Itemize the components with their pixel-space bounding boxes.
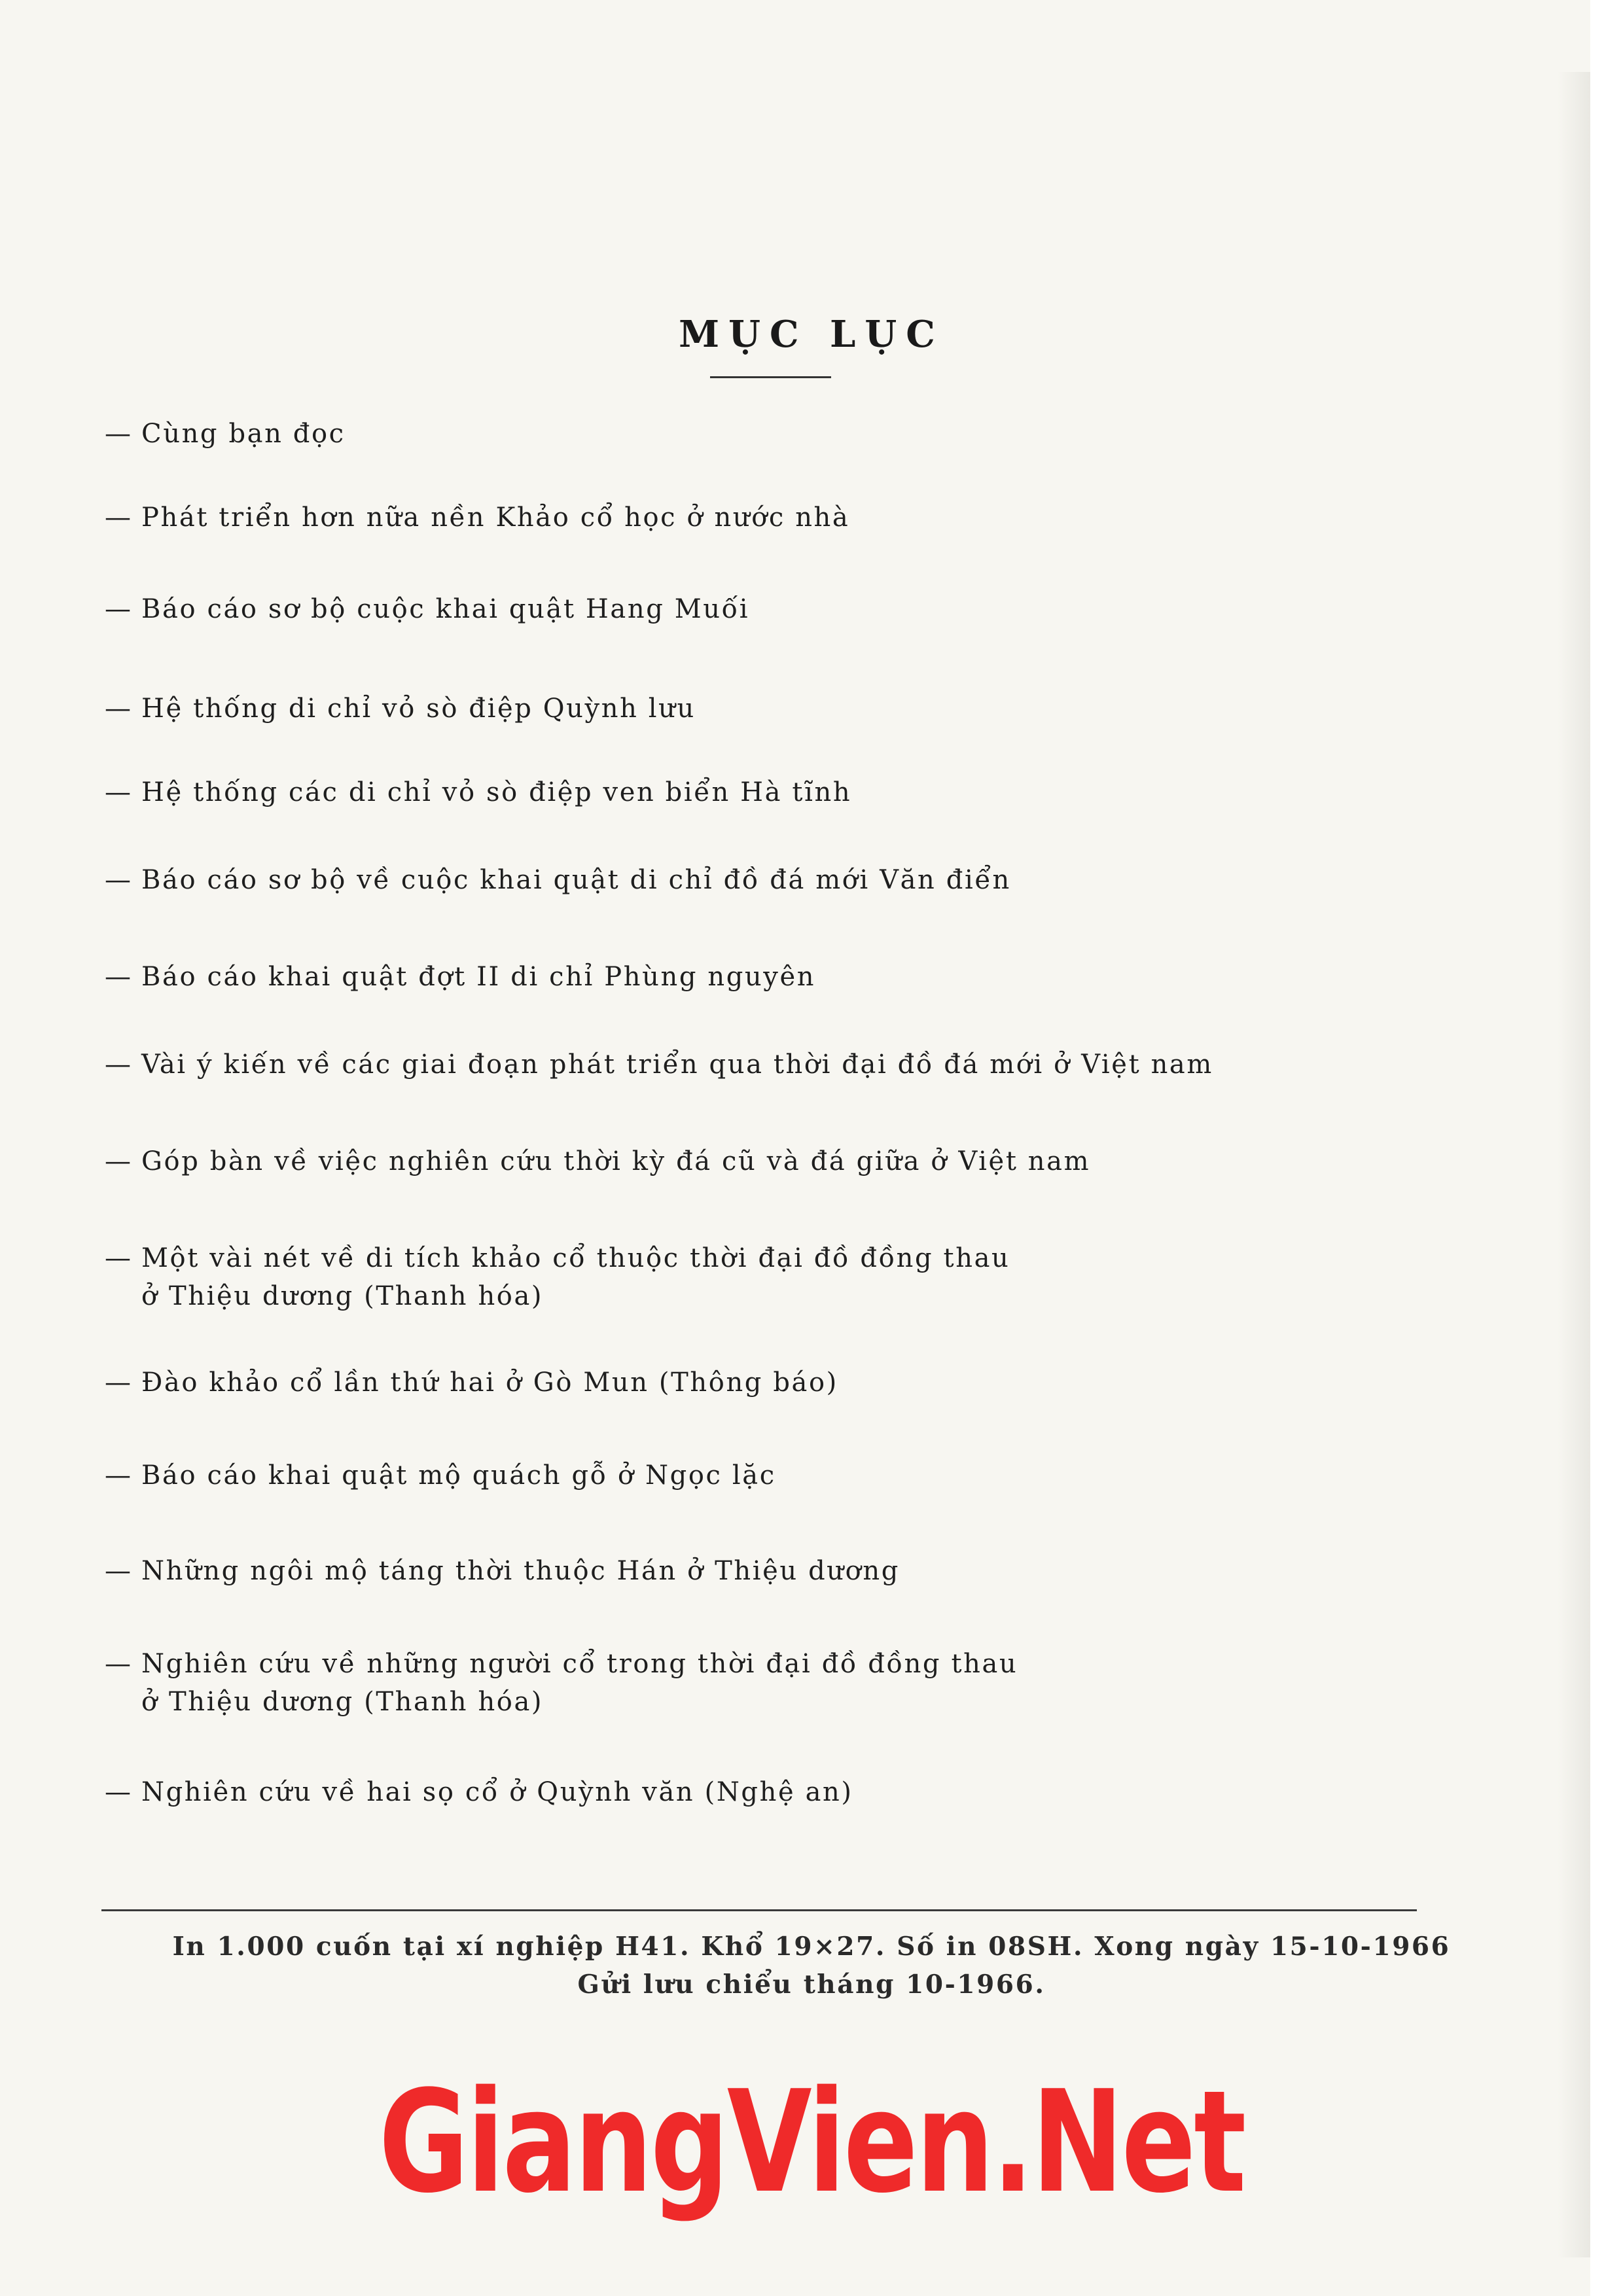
toc-dash: — [105, 1649, 133, 1679]
toc-dash: — [105, 503, 133, 533]
toc-entry-title [105, 962, 815, 992]
toc-entry-title [105, 503, 849, 533]
toc-entry-title [105, 694, 696, 724]
toc-dash: — [105, 777, 133, 807]
toc-entry-title [105, 1050, 1213, 1080]
toc-entry-title [105, 594, 749, 624]
toc-title-text: Một vài nét về di tích khảo cổ thuộc thời đại đồ đồng thau [141, 1243, 1010, 1273]
toc-dash: — [105, 1146, 133, 1176]
page-title: MỤC LỤC [679, 313, 944, 356]
toc-dash: — [105, 694, 133, 724]
imprint-line-1: In 1.000 cuốn tại xí nghiệp H41. Khổ 19×27. Số in 08SH. Xong ngày 15-10-1966 [172, 1932, 1451, 1962]
toc-dash: — [105, 1368, 133, 1398]
toc-entry-title [105, 1645, 1018, 1721]
toc-dash: — [105, 594, 133, 624]
toc-entry-title [105, 1368, 838, 1398]
toc-title-text: Báo cáo sơ bộ cuộc khai quật Hang Muối [141, 594, 750, 624]
toc-dash: — [105, 1460, 133, 1491]
toc-title-text: Báo cáo khai quật đợt II di chỉ Phùng nguyên [141, 962, 816, 992]
toc-title-continuation: ở Thiệu dương (Thanh hóa) [141, 1281, 544, 1311]
toc-entry-title [105, 1777, 853, 1807]
page-edge-shadow [1558, 72, 1590, 2257]
toc-title-text: Nghiên cứu về hai sọ cổ ở Quỳnh văn (Nghệ an) [141, 1777, 853, 1807]
imprint-line-2: Gửi lưu chiểu tháng 10-1966. [577, 1969, 1046, 2000]
toc-title-text: Vài ý kiến về các giai đoạn phát triển qua thời đại đồ đá mới ở Việt nam [141, 1050, 1213, 1080]
toc-entry-title [105, 419, 346, 449]
toc-title-text: Báo cáo sơ bộ về cuộc khai quật di chỉ đồ đá mới Văn điển [141, 865, 1011, 895]
toc-title-text: Đào khảo cổ lần thứ hai ở Gò Mun (Thông báo) [141, 1368, 838, 1398]
footer-divider [101, 1909, 1417, 1911]
toc-dash: — [105, 1556, 133, 1586]
toc-title-text: Hệ thống các di chỉ vỏ sò điệp ven biển Hà tĩnh [141, 777, 852, 807]
toc-dash: — [105, 1777, 133, 1807]
toc-dash: — [105, 865, 133, 895]
toc-entry-title [105, 1239, 1010, 1315]
toc-dash: — [105, 419, 133, 449]
toc-title-text: Hệ thống di chỉ vỏ sò điệp Quỳnh lưu [141, 694, 696, 724]
toc-title-continuation: ở Thiệu dương (Thanh hóa) [141, 1687, 544, 1717]
toc-entry-title [105, 777, 851, 807]
toc-title-text: Những ngôi mộ táng thời thuộc Hán ở Thiệu dương [141, 1556, 900, 1586]
toc-entry-title [105, 865, 1011, 895]
toc-title-text: Báo cáo khai quật mộ quách gỗ ở Ngọc lặc [141, 1460, 776, 1491]
toc-title-text: Góp bàn về việc nghiên cứu thời kỳ đá cũ và đá giữa ở Việt nam [141, 1146, 1091, 1176]
toc-dash: — [105, 962, 133, 992]
title-underline [710, 376, 831, 378]
toc-entry-title [105, 1460, 776, 1491]
toc-title-text: Phát triển hơn nữa nền Khảo cổ học ở nước nhà [141, 503, 850, 533]
toc-title-text: Nghiên cứu về những người cổ trong thời đại đồ đồng thau [141, 1649, 1018, 1679]
watermark-logo: GiangVien.Net [378, 2060, 1245, 2224]
toc-entry-title [105, 1146, 1090, 1176]
toc-title-text: Cùng bạn đọc [141, 419, 346, 449]
toc-dash: — [105, 1050, 133, 1080]
toc-dash: — [105, 1243, 133, 1273]
toc-entry-title [105, 1556, 900, 1586]
